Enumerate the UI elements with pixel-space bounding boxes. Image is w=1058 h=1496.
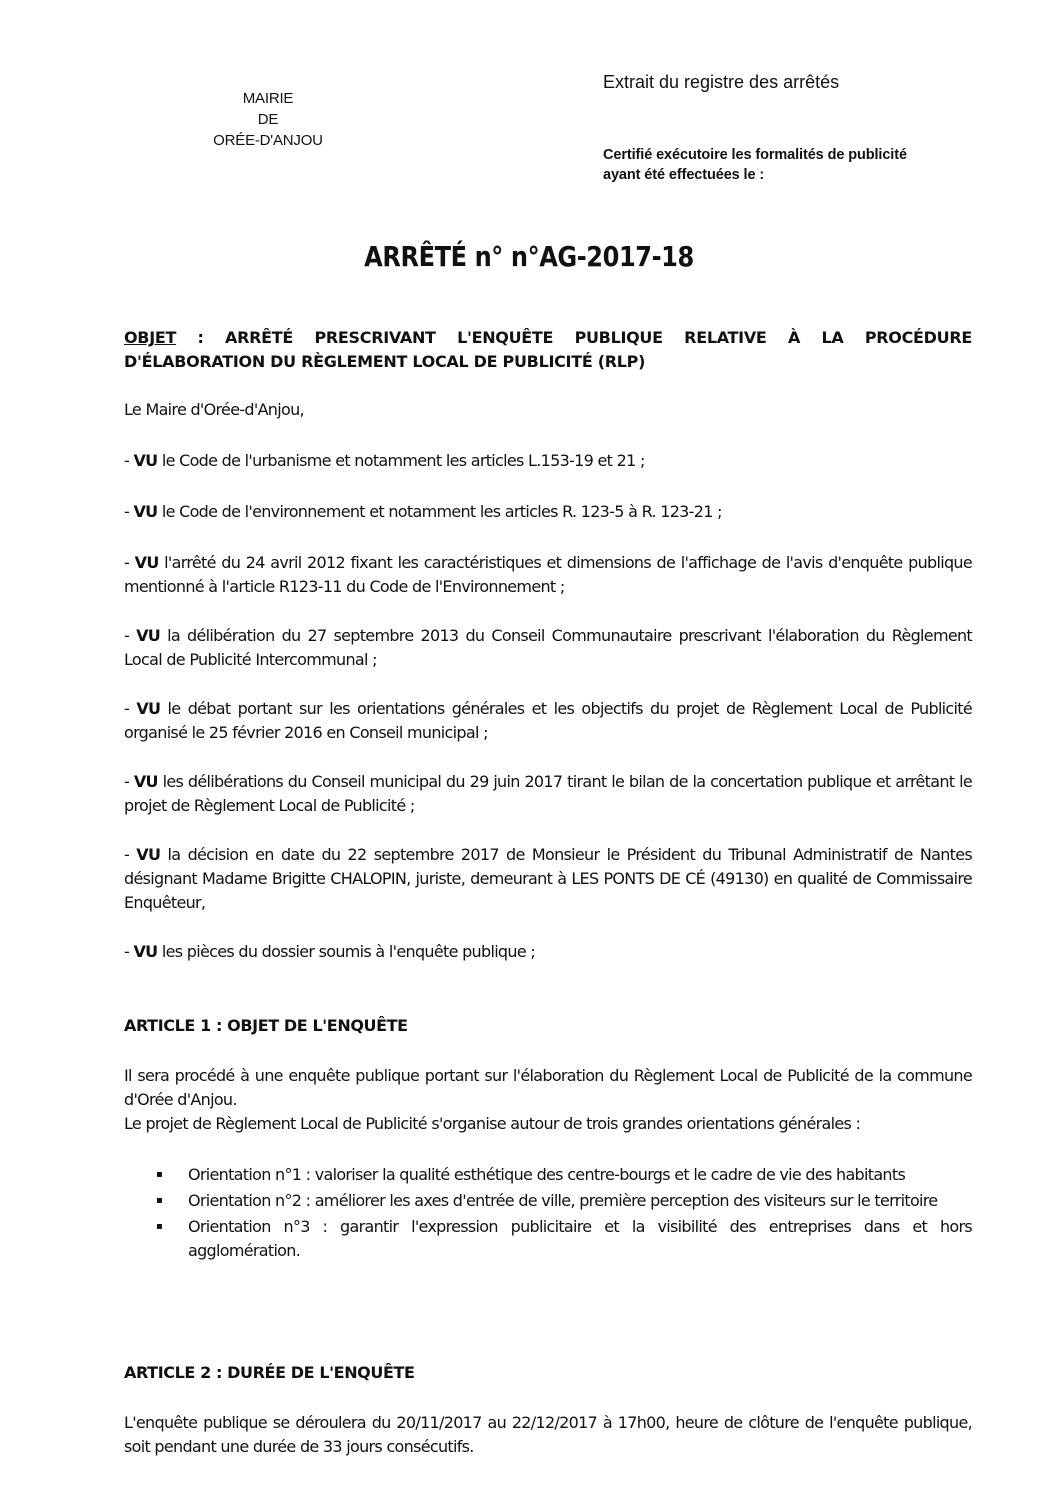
orientation-text: Orientation n°3 : garantir l'expression publicitaire et la visibilité des entreprises dans et hors agglomération.: [188, 1217, 972, 1260]
vu-text: la délibération du 27 septembre 2013 du Conseil Communautaire prescrivant l'élaboration du Règlement Local de Publicité Intercommunal ;: [124, 626, 972, 669]
vu-keyword: VU: [133, 502, 158, 521]
decree-title: ARRÊTÉ n° n°AG-2017-18: [364, 240, 694, 273]
vu-text: les délibérations du Conseil municipal du 29 juin 2017 tirant le bilan de la concertation publique et arrêtant le projet de Règlement Local de Publicité ;: [124, 772, 972, 815]
subject-label: OBJET: [124, 328, 177, 347]
vu-text: l'arrêté du 24 avril 2012 fixant les caractéristiques et dimensions de l'affichage de l'avis d'enquête publique mentionné à l'article R123-11 du Code de l'Environnement ;: [124, 553, 973, 596]
vu-item: [124, 697, 972, 745]
vu-keyword: VU: [133, 942, 158, 961]
orientation-text: Orientation n°1 : valoriser la qualité esthétique des centre-bourgs et le cadre de vie des habitants: [188, 1165, 906, 1184]
orientation-item: [124, 1189, 972, 1213]
bullet-icon: ▪: [156, 1221, 163, 1232]
article-1-paragraph: Il sera procédé à une enquête publique portant sur l'élaboration du Règlement Local de Publicité de la commune d'Orée d'Anjou.: [124, 1066, 972, 1109]
vu-item: [124, 624, 972, 672]
vu-prefix: -: [124, 553, 135, 572]
issuer-block: [198, 88, 338, 151]
vu-item: [124, 940, 972, 964]
article-2-heading: ARTICLE 2 : DURÉE DE L'ENQUÊTE: [124, 1363, 415, 1382]
orientation-item: [124, 1215, 972, 1263]
vu-text: le débat portant sur les orientations générales et les objectifs du projet de Règlement Local de Publicité organisé le 25 février 2016 en Conseil municipal ;: [124, 699, 972, 742]
vu-keyword: VU: [133, 772, 158, 791]
intro-line: Le Maire d'Orée-d'Anjou,: [124, 400, 304, 419]
subject-text: : ARRÊTÉ PRESCRIVANT L'ENQUÊTE PUBLIQUE RELATIVE À LA PROCÉDURE D'ÉLABORATION DU RÈGLEMENT LOCAL DE PUBLICITÉ (RLP): [124, 328, 972, 371]
vu-text: la décision en date du 22 septembre 2017 de Monsieur le Président du Tribunal Administratif de Nantes désignant Madame Brigitte CHALOPIN, juriste, demeurant à LES PONTS DE CÉ (49130) en qualité de Commissaire Enquêteur,: [124, 845, 972, 912]
bullet-icon: ▪: [156, 1169, 163, 1180]
bullet-icon: ▪: [156, 1195, 163, 1206]
vu-prefix: -: [124, 502, 134, 521]
orientation-text: Orientation n°2 : améliorer les axes d'entrée de ville, première perception des visiteurs sur le territoire: [188, 1191, 938, 1210]
vu-text: les pièces du dossier soumis à l'enquête publique ;: [157, 942, 536, 961]
vu-item: [124, 500, 972, 524]
issuer-line: MAIRIE: [242, 90, 294, 107]
vu-prefix: -: [124, 626, 137, 645]
vu-item: [124, 843, 972, 915]
vu-keyword: VU: [136, 626, 161, 645]
article-1-paragraph: Le projet de Règlement Local de Publicité s'organise autour de trois grandes orientations générales :: [124, 1114, 861, 1133]
orientation-item: [124, 1163, 972, 1187]
vu-keyword: VU: [136, 845, 161, 864]
vu-text: le Code de l'environnement et notamment les articles R. 123-5 à R. 123-21 ;: [157, 502, 722, 521]
certification-note: Certifié exécutoire les formalités de publicité ayant été effectuées le :: [603, 147, 907, 183]
vu-prefix: -: [124, 699, 137, 718]
issuer-line: ORÉE-D'ANJOU: [213, 132, 323, 149]
vu-item: [124, 551, 972, 599]
vu-item: [124, 770, 972, 818]
vu-keyword: VU: [136, 699, 161, 718]
vu-prefix: -: [124, 845, 137, 864]
article-1-heading: ARTICLE 1 : OBJET DE L'ENQUÊTE: [124, 1016, 408, 1035]
vu-prefix: -: [124, 772, 134, 791]
vu-keyword: VU: [134, 553, 159, 572]
vu-keyword: VU: [133, 451, 158, 470]
article-2-paragraph: L'enquête publique se déroulera du 20/11/2017 au 22/12/2017 à 17h00, heure de clôture de l'enquête publique, soit pendant une durée de 33 jours consécutifs.: [124, 1413, 972, 1456]
issuer-line: DE: [257, 111, 279, 128]
decree-subject: [124, 326, 972, 374]
orientations-list: [124, 1163, 972, 1265]
vu-text: le Code de l'urbanisme et notamment les articles L.153-19 et 21 ;: [157, 451, 645, 470]
vu-item: [124, 449, 972, 473]
vu-prefix: -: [124, 942, 134, 961]
register-extract-label: Extrait du registre des arrêtés: [603, 72, 840, 92]
vu-prefix: -: [124, 451, 134, 470]
